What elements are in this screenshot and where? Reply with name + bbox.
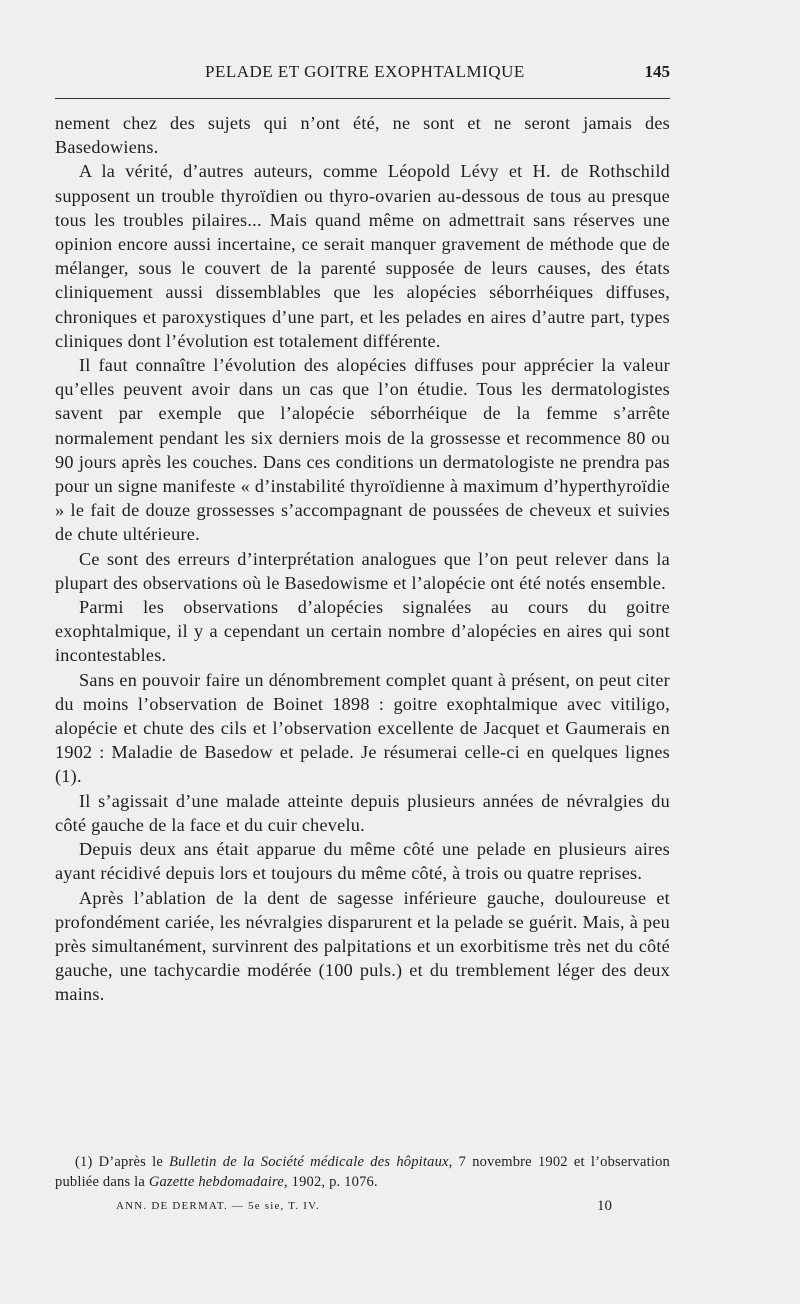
paragraph: A la vérité, d’autres auteurs, comme Léopold Lévy et H. de Rothschild supposent un trouble thyroïdien ou thyro-ovarien au-dessous de tous au presque tous les troubles pilaires... Mais quand même on admettrait sans réserves une opinion encore aussi incertaine, ce serait manquer gravement de méthode que de mélanger, sous le couvert de la parenté supposée de leurs causes, des états cliniquement aussi dissemblables que les alopécies séborrhéiques diffuses, chroniques et paroxystiques d’une part, et les pelades en aires d’autre part, types cliniques dont l’évolution est totalement différente. (55, 161, 670, 351)
page-number: 145 (644, 62, 670, 81)
footnote-text: 1902, p. 1076. (291, 1174, 378, 1190)
paragraph: Depuis deux ans était apparue du même côté une pelade en plusieurs aires ayant récidivé depuis lors et toujours du même côté, à trois ou quatre reprises. (55, 839, 670, 884)
header-rule (55, 98, 670, 99)
running-title: PELADE ET GOITRE EXOPHTALMIQUE (205, 62, 525, 81)
footnote (55, 1152, 670, 1192)
paragraph: Sans en pouvoir faire un dénombrement complet quant à présent, on peut citer du moins l’observation de Boinet 1898 : goitre exophtalmique avec vitiligo, alopécie et chute des cils et l’observation excellente de Jacquet et Gaumerais en 1902 : Maladie de Basedow et pelade. Je résumerai celle-ci en quelques lignes (1). (55, 669, 670, 787)
paragraph: nement chez des sujets qui n’ont été, ne sont et ne seront jamais des Basedowiens. (55, 113, 670, 158)
paragraph: Il s’agissait d’une malade atteinte depuis plusieurs années de névralgies du côté gauche de la face et du cuir chevelu. (55, 790, 670, 835)
paragraph: Ce sont des erreurs d’interprétation analogues que l’on peut relever dans la plupart des observations où le Basedowisme et l’alopécie ont été notés ensemble. (55, 548, 670, 593)
paragraph: Parmi les observations d’alopécies signalées au cours du goitre exophtalmique, il y a cependant un certain nombre d’alopécies en aires qui sont incontestables. (55, 597, 670, 666)
signature-mark: ANN. DE DERMAT. — 5e sie, T. IV. (116, 1200, 320, 1212)
footnote-journal-title: Gazette hebdomadaire, (148, 1174, 288, 1190)
body-text (55, 111, 670, 1007)
paragraph: Après l’ablation de la dent de sagesse inférieure gauche, douloureuse et profondément cariée, les névralgies disparurent et la pelade se guérit. Mais, à peu près simultanément, survinrent des palpitations et un exorbitisme très net du côté gauche, une tachycardie modérée (100 puls.) et du tremblement léger des deux mains. (55, 887, 670, 1005)
paragraph: Il faut connaître l’évolution des alopécies diffuses pour apprécier la valeur qu’elles peuvent avoir dans un cas que l’on étudie. Tous les dermatologistes savent par exemple que l’alopécie séborrhéique de la femme s’arrête normalement pendant les six derniers mois de la grossesse et recommence 80 ou 90 jours après les couches. Dans ces conditions un dermatologiste ne prendra pas pour un signe manifeste « d’instabilité thyroïdienne à maximum d’hyperthyroïdie » le fait de douze grossesses s’accompagnant de poussées de cheveux et suivies de chute ultérieure. (55, 355, 670, 545)
footnote-text: D’après le (98, 1154, 163, 1170)
printer-signature (116, 1200, 612, 1220)
page-header (55, 62, 670, 86)
footnote-marker: (1) (75, 1154, 93, 1170)
signature-number: 10 (597, 1198, 612, 1214)
footnote-journal-title: Bulletin de la Société médicale des hôpitaux, (169, 1154, 453, 1170)
footnote-text: 7 novembre 1902 et l’observation publiée dans la (55, 1154, 670, 1190)
